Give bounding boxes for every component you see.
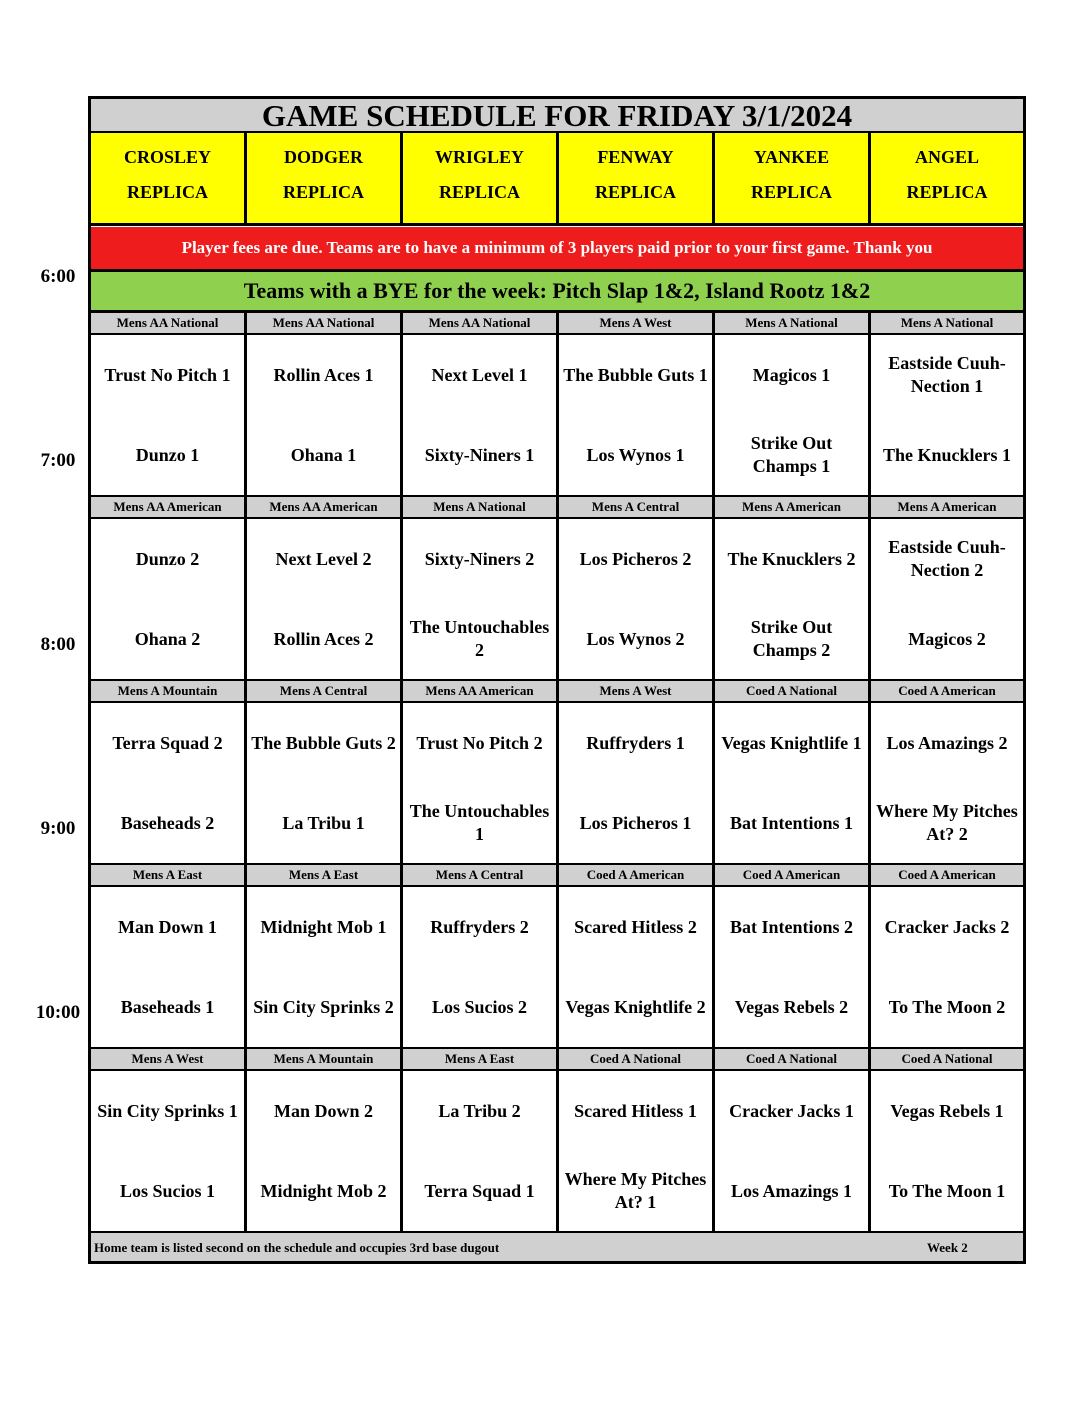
division-label: Mens AA American: [91, 497, 247, 517]
away-team: Scared Hitless 1: [574, 1100, 697, 1121]
game-cell: [403, 519, 559, 679]
away-team: The Bubble Guts 2: [251, 732, 396, 753]
home-team: Sin City Sprinks 2: [253, 996, 394, 1017]
division-label: Mens AA National: [247, 313, 403, 333]
away-team: Trust No Pitch 1: [104, 364, 231, 385]
away-team: Cracker Jacks 1: [729, 1100, 854, 1121]
field-subtitle: REPLICA: [126, 182, 208, 202]
division-label: Mens A Mountain: [247, 1049, 403, 1069]
field-subtitle: REPLICA: [438, 182, 520, 202]
home-team: To The Moon 1: [888, 1180, 1006, 1201]
home-team: To The Moon 2: [888, 996, 1006, 1017]
home-team: Magicos 2: [908, 628, 986, 649]
away-team: Midnight Mob 1: [260, 916, 387, 937]
time-label: 6:00: [40, 266, 76, 287]
bye-banner: Teams with a BYE for the week: Pitch Slap 1&2, Island Rootz 1&2: [91, 272, 1023, 313]
game-cell: [559, 519, 715, 679]
field-header-crosley: [91, 133, 247, 223]
home-team: Los Sucios 2: [431, 996, 528, 1017]
division-row: [91, 313, 1023, 335]
games-row: [91, 335, 1023, 498]
schedule-sheet: [88, 96, 1026, 1264]
division-label: Mens A West: [91, 1049, 247, 1069]
field-subtitle: REPLICA: [282, 182, 364, 202]
home-team: The Untouchables 2: [409, 617, 550, 660]
home-team: La Tribu 1: [282, 812, 365, 833]
away-team: Los Picheros 2: [579, 548, 692, 569]
division-label: Coed A American: [898, 867, 996, 882]
game-cell: [871, 335, 1023, 495]
page-title: GAME SCHEDULE FOR FRIDAY 3/1/2024: [91, 99, 1023, 133]
field-name: DODGER: [283, 147, 363, 167]
away-team: Cracker Jacks 2: [884, 916, 1010, 937]
game-cell: [403, 335, 559, 495]
game-cell: [871, 1071, 1023, 1231]
field-header-angel: [871, 133, 1023, 223]
game-cell: [559, 887, 715, 1047]
time-slot-block: [91, 497, 1023, 681]
away-team: The Knucklers 2: [727, 548, 856, 569]
games-row: [91, 703, 1023, 866]
division-label: Mens A Central: [559, 497, 715, 517]
game-cell: [91, 519, 247, 679]
game-cell: [403, 1071, 559, 1231]
home-team: Sixty-Niners 1: [424, 444, 535, 465]
home-team: Ohana 1: [290, 444, 357, 465]
home-team-note: Home team is listed second on the schedule and occupies 3rd base dugout: [94, 1240, 500, 1255]
game-cell: [403, 703, 559, 863]
game-cell: [871, 703, 1023, 863]
home-team: The Untouchables 1: [409, 801, 550, 844]
away-team: La Tribu 2: [438, 1100, 521, 1121]
time-label: 7:00: [40, 450, 76, 471]
away-team: Next Level 2: [275, 548, 372, 569]
division-label: Mens A National: [900, 315, 994, 330]
away-team: Ruffryders 1: [586, 732, 685, 753]
away-team: Eastside Cuuh-Nection 1: [888, 353, 1006, 396]
fee-notice: Player fees are due. Teams are to have a minimum of 3 players paid prior to your first game. Thank you: [91, 227, 1023, 272]
games-row: [91, 1071, 1023, 1234]
away-team: Scared Hitless 2: [574, 916, 697, 937]
division-label: Mens A National: [403, 497, 559, 517]
home-team: The Knucklers 1: [882, 444, 1011, 465]
away-team: Vegas Knightlife 1: [721, 732, 862, 753]
home-team: Ohana 2: [134, 628, 201, 649]
division-label: Coed A American: [898, 683, 996, 698]
away-team: Sixty-Niners 2: [424, 548, 535, 569]
games-row: [91, 519, 1023, 682]
time-slot-block: [91, 1049, 1023, 1233]
division-label: Mens A Central: [247, 681, 403, 701]
time-slot-block: [91, 681, 1023, 865]
division-label: Mens A East: [247, 865, 403, 885]
game-cell: [247, 887, 403, 1047]
game-cell: [247, 519, 403, 679]
game-cell: [871, 887, 1023, 1047]
home-team: Baseheads 1: [120, 996, 215, 1017]
division-label: Coed A National: [901, 1051, 993, 1066]
home-team: Baseheads 2: [120, 812, 215, 833]
division-label: Mens A Mountain: [91, 681, 247, 701]
home-team: Terra Squad 1: [424, 1180, 535, 1201]
week-label: Week 2: [927, 1240, 968, 1255]
home-team: Midnight Mob 2: [260, 1180, 387, 1201]
game-cell: [559, 335, 715, 495]
home-team: Vegas Knightlife 2: [565, 996, 706, 1017]
home-team: Dunzo 1: [135, 444, 200, 465]
game-cell: [91, 703, 247, 863]
away-team: Rollin Aces 1: [273, 364, 374, 385]
division-label: Mens AA National: [403, 313, 559, 333]
away-team: Magicos 1: [752, 364, 831, 385]
division-label: Mens A American: [897, 499, 997, 514]
game-cell: [715, 887, 871, 1047]
field-subtitle: REPLICA: [750, 182, 832, 202]
time-label: 9:00: [40, 818, 76, 839]
away-team: Trust No Pitch 2: [416, 732, 543, 753]
home-team: Los Amazings 1: [730, 1180, 853, 1201]
division-row: [91, 497, 1023, 519]
division-label: Mens A West: [559, 313, 715, 333]
away-team: Vegas Rebels 1: [890, 1100, 1004, 1121]
game-cell: [247, 703, 403, 863]
away-team: Eastside Cuuh-Nection 2: [888, 537, 1006, 580]
away-team: Terra Squad 2: [112, 732, 223, 753]
away-team: Ruffryders 2: [430, 916, 529, 937]
away-team: Dunzo 2: [135, 548, 200, 569]
game-cell: [91, 887, 247, 1047]
field-header-fenway: [559, 133, 715, 223]
field-header-row: [91, 133, 1023, 226]
away-team: Next Level 1: [431, 364, 528, 385]
game-cell: [715, 519, 871, 679]
division-label: Mens AA National: [91, 313, 247, 333]
game-cell: [715, 1071, 871, 1231]
division-label: Coed A National: [715, 1049, 871, 1069]
game-cell: [715, 335, 871, 495]
division-label: Mens A Central: [403, 865, 559, 885]
home-team: Where My Pitches At? 2: [876, 801, 1018, 844]
division-label: Mens AA American: [247, 497, 403, 517]
game-cell: [247, 335, 403, 495]
division-label: Coed A National: [559, 1049, 715, 1069]
time-label: 8:00: [40, 634, 76, 655]
game-cell: [247, 1071, 403, 1231]
field-header-dodger: [247, 133, 403, 223]
home-team: Los Wynos 2: [586, 628, 685, 649]
away-team: Sin City Sprinks 1: [97, 1100, 238, 1121]
division-label: Mens A East: [91, 865, 247, 885]
field-header-yankee: [715, 133, 871, 223]
division-row: [91, 865, 1023, 887]
away-team: Los Amazings 2: [886, 732, 1008, 753]
game-cell: [559, 703, 715, 863]
home-team: Rollin Aces 2: [273, 628, 374, 649]
field-header-wrigley: [403, 133, 559, 223]
home-team: Los Sucios 1: [119, 1180, 216, 1201]
division-label: Mens A American: [715, 497, 871, 517]
home-team: Vegas Rebels 2: [734, 996, 849, 1017]
footer: [91, 1233, 1023, 1261]
games-row: [91, 887, 1023, 1050]
home-team: Los Wynos 1: [586, 444, 685, 465]
field-subtitle: REPLICA: [906, 182, 988, 202]
division-label: Mens A West: [559, 681, 715, 701]
field-name: FENWAY: [597, 147, 674, 167]
field-name: YANKEE: [753, 147, 830, 167]
home-team: Strike Out Champs 2: [750, 617, 833, 660]
time-slot-block: [91, 313, 1023, 497]
home-team: Los Picheros 1: [579, 812, 692, 833]
game-cell: [403, 887, 559, 1047]
field-name: WRIGLEY: [434, 147, 524, 167]
division-label: Mens AA American: [403, 681, 559, 701]
away-team: Man Down 1: [117, 916, 217, 937]
field-subtitle: REPLICA: [594, 182, 676, 202]
away-team: Man Down 2: [273, 1100, 373, 1121]
division-label: Mens A East: [403, 1049, 559, 1069]
division-label: Coed A American: [559, 865, 715, 885]
away-team: The Bubble Guts 1: [563, 364, 708, 385]
game-cell: [715, 703, 871, 863]
division-row: [91, 681, 1023, 703]
game-cell: [91, 1071, 247, 1231]
time-label: 10:00: [35, 1002, 81, 1023]
division-label: Coed A American: [715, 865, 871, 885]
home-team: Strike Out Champs 1: [750, 433, 833, 476]
time-slot-block: [91, 865, 1023, 1049]
away-team: Bat Intentions 2: [729, 916, 854, 937]
division-label: Coed A National: [715, 681, 871, 701]
division-row: [91, 1049, 1023, 1071]
home-team: Where My Pitches At? 1: [564, 1169, 707, 1212]
field-name: ANGEL: [914, 147, 979, 167]
game-cell: [559, 1071, 715, 1231]
game-cell: [91, 335, 247, 495]
game-cell: [871, 519, 1023, 679]
division-label: Mens A National: [715, 313, 871, 333]
field-name: CROSLEY: [123, 147, 212, 167]
home-team: Bat Intentions 1: [729, 812, 854, 833]
